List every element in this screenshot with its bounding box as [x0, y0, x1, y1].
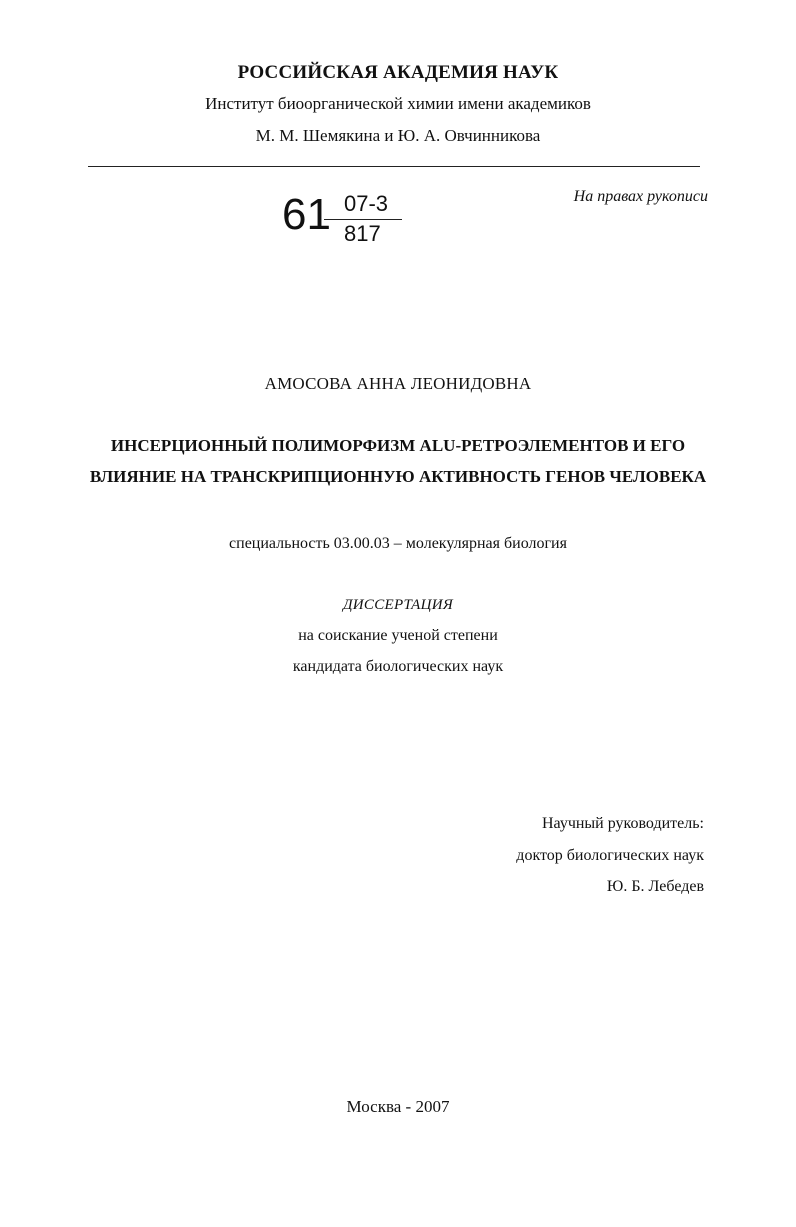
degree-line-1: на соискание ученой степени: [298, 627, 498, 644]
call-number-denominator: 817: [344, 221, 381, 246]
dissertation-kind: ДИССЕРТАЦИЯ: [342, 597, 454, 613]
specialty-line: специальность 03.00.03 – молекулярная биология: [229, 535, 567, 552]
place-and-year: Москва - 2007: [346, 1097, 450, 1116]
supervisor-label: Научный руководитель:: [541, 815, 704, 832]
manuscript-rights-note: На правах рукописи: [573, 188, 708, 205]
institute-name-line-2: М. М. Шемякина и Ю. А. Овчинникова: [255, 126, 541, 145]
academy-name: РОССИЙСКАЯ АКАДЕМИЯ НАУК: [237, 62, 559, 83]
library-call-number-stamp: [282, 190, 412, 254]
call-number-main: 61: [282, 190, 331, 239]
call-number-numerator: 07-3: [344, 191, 389, 216]
author-name: АМОСОВА АННА ЛЕОНИДОВНА: [264, 374, 532, 393]
degree-line-2: кандидата биологических наук: [292, 658, 504, 675]
call-number-fraction-bar: [324, 219, 402, 220]
institute-name-line-1: Институт биоорганической химии имени академиков: [205, 94, 591, 113]
thesis-title-line-2: ВЛИЯНИЕ НА ТРАНСКРИПЦИОННУЮ АКТИВНОСТЬ ГЕНОВ ЧЕЛОВЕКА: [89, 467, 707, 486]
thesis-title-line-1: ИНСЕРЦИОННЫЙ ПОЛИМОРФИЗМ ALU-РЕТРОЭЛЕМЕНТОВ И ЕГО: [110, 436, 686, 455]
supervisor-degree: доктор биологических наук: [516, 847, 704, 864]
header-divider: [88, 166, 700, 167]
supervisor-name: Ю. Б. Лебедев: [606, 878, 704, 895]
